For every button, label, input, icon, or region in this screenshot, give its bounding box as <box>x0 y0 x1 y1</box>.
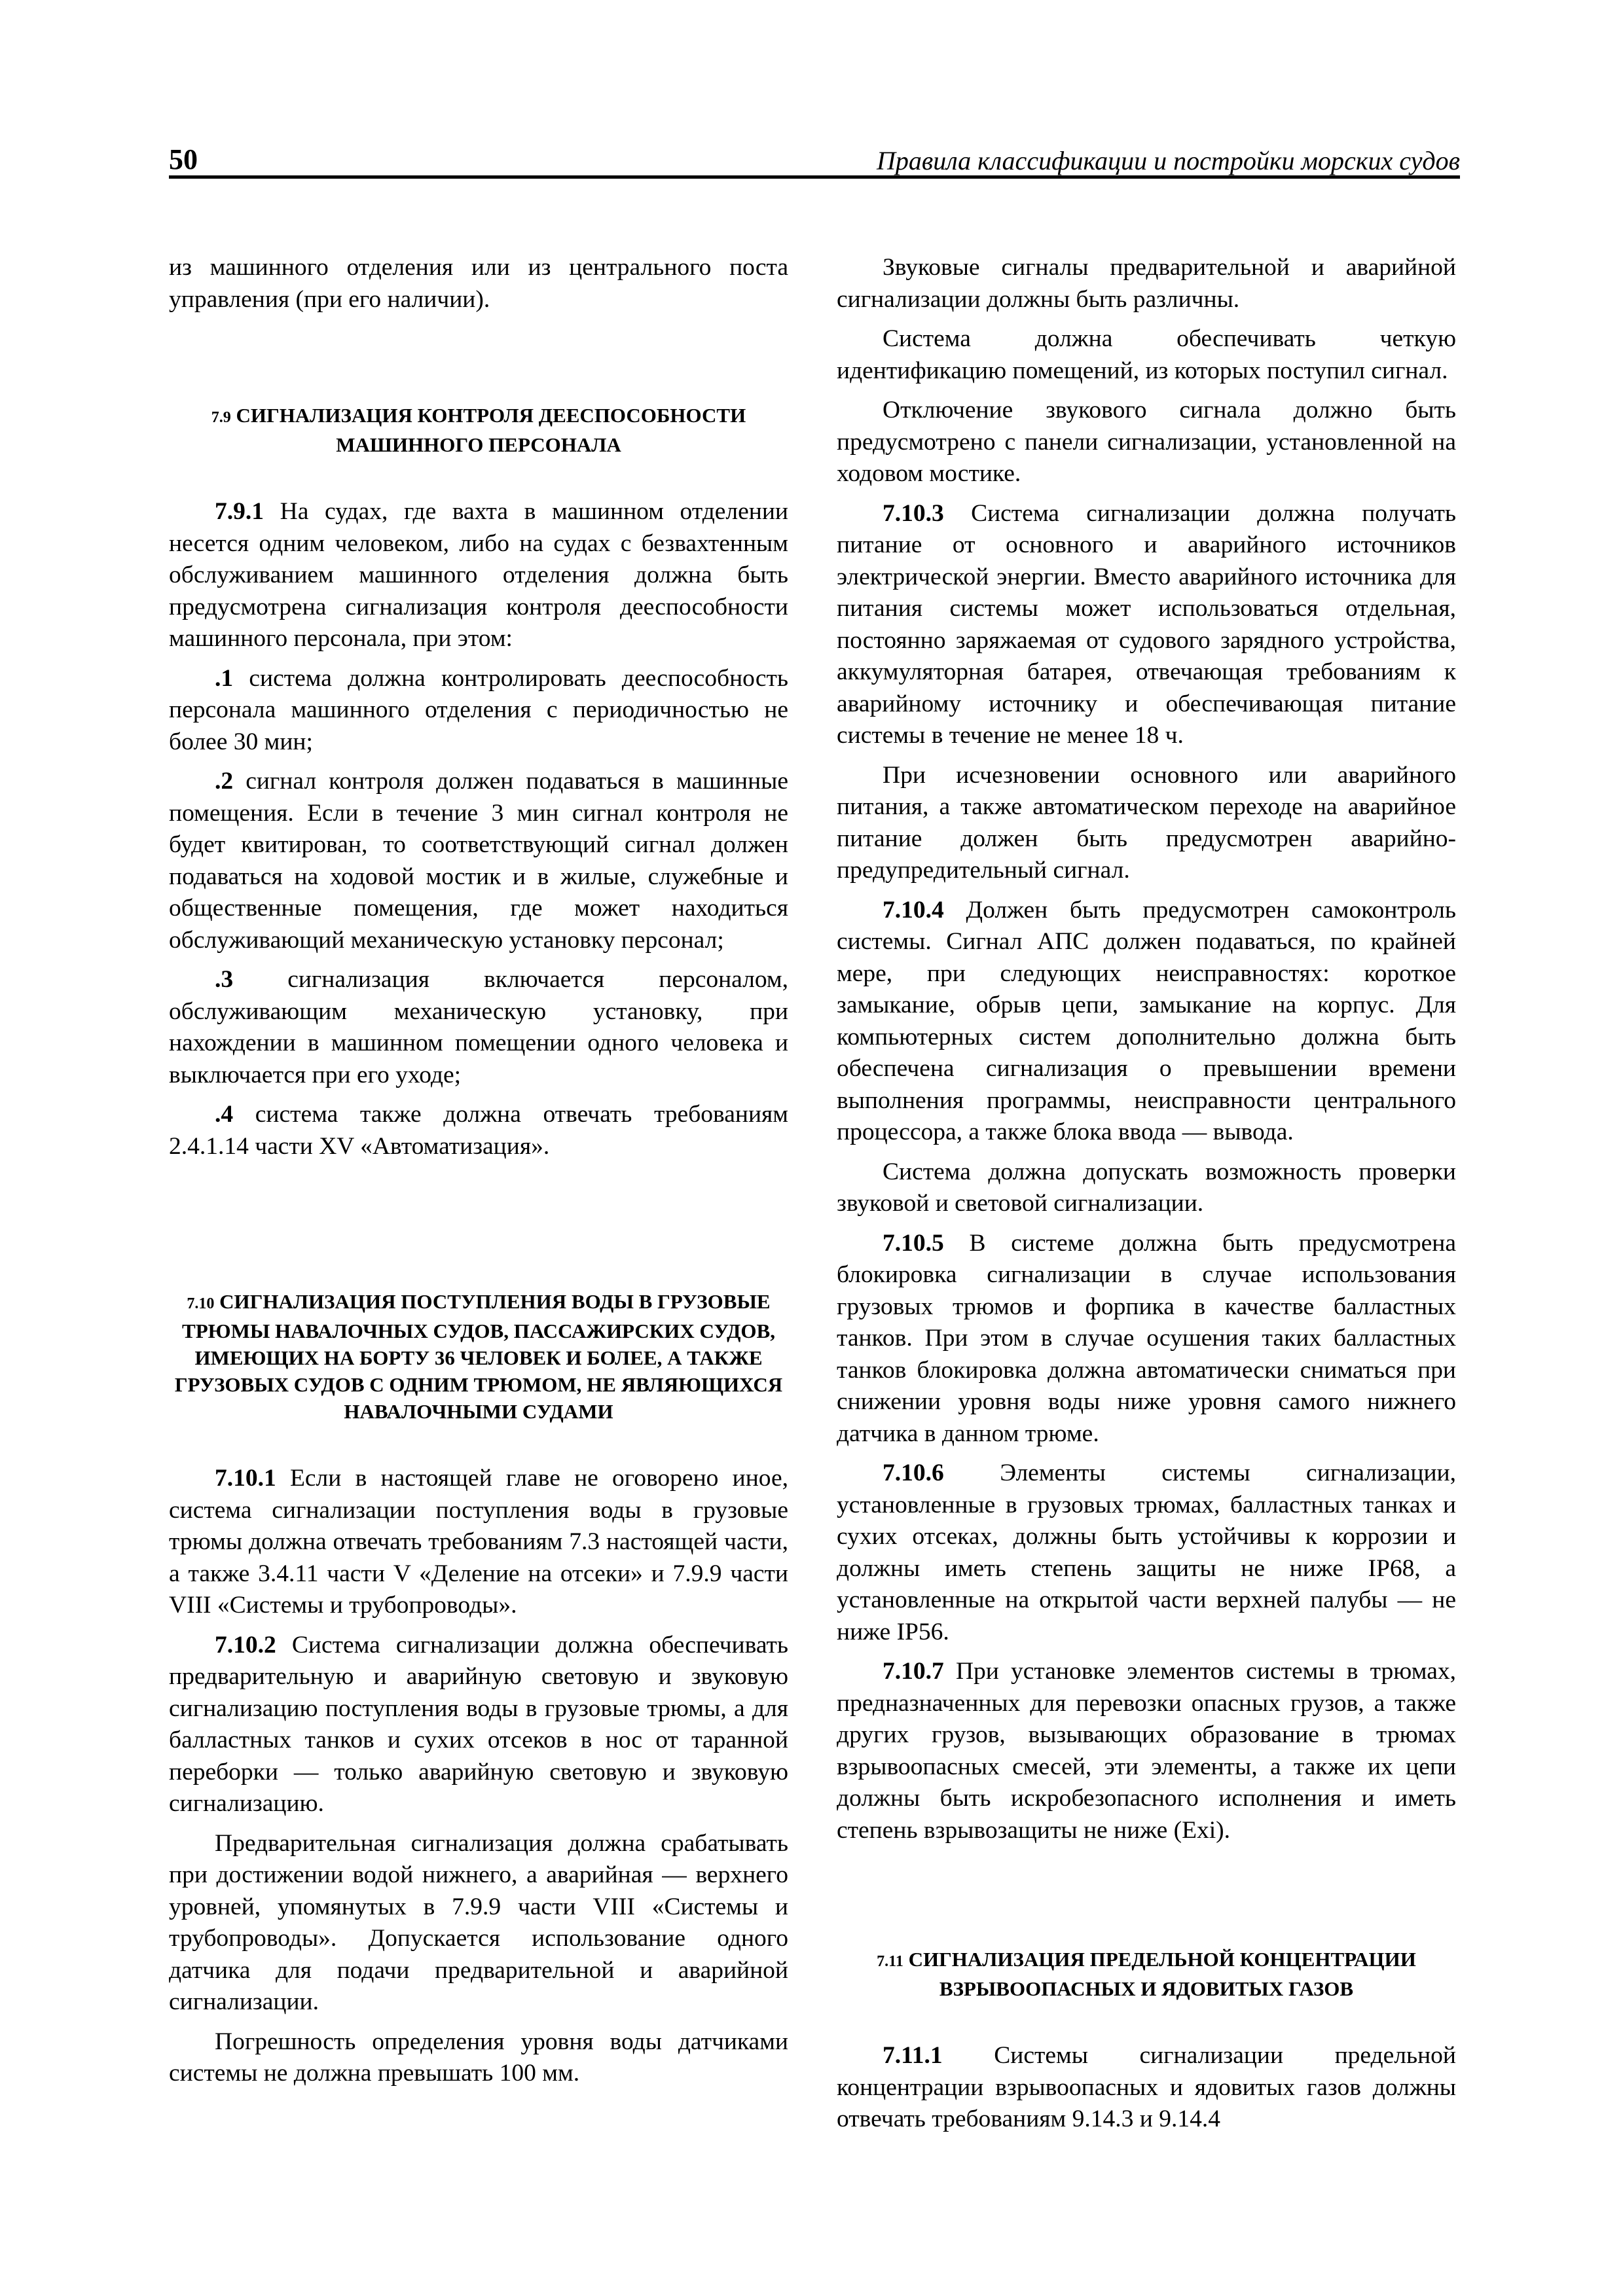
clause-text: Система сигнализации должна обеспечивать предварительную и аварийную световую и звуковую сигнализацию поступления воды в грузовые трюмы, а для балластных танков и сухих отсеков в нос от таранной переборки — только аварийную световую и звуковую сигнализацию. <box>169 1631 788 1817</box>
paragraph-preliminary: Предварительная сигнализация должна срабатывать при достижении водой нижнего, а аварийная — верхнего уровней, упомянутых в 7.9.9 части VIII «Системы и трубопроводы». Допускается использование одного датчика для подачи предварительной и аварийной сигнализации. <box>169 1829 788 2015</box>
clause-number: 7.9.1 <box>215 498 264 525</box>
clause-number: 7.10.2 <box>215 1631 276 1659</box>
paragraph-error: Погрешность определения уровня воды датчиками системы не должна превышать 100 мм. <box>169 2028 788 2087</box>
section-title: СИГНАЛИЗАЦИЯ ПРЕДЕЛЬНОЙ КОНЦЕНТРАЦИИ ВЗРЫВООПАСНЫХ И ЯДОВИТЫХ ГАЗОВ <box>908 1948 1416 2000</box>
paragraph-7-10-4 <box>837 895 1456 1149</box>
section-number: 7.11 <box>877 1953 903 1970</box>
clause-number: 7.10.1 <box>215 1465 276 1492</box>
section-heading-7-10 <box>169 1288 788 1425</box>
clause-number: 7.10.6 <box>883 1460 944 1486</box>
item-number: .1 <box>215 664 234 692</box>
clause-text: Системы сигнализации предельной концентрации взрывоопасных и ядовитых газов должны отвечать требованиям 9.14.3 и 9.14.4 <box>837 2042 1456 2132</box>
clause-text: Элементы системы сигнализации, установленные в грузовых трюмах, балластных танках и сухих отсеках, должны быть устойчивы к коррозии и должны иметь степень защиты не ниже IP68, а установленные на открытой части верхней палубы — не ниже IP56. <box>837 1460 1457 1645</box>
section-number: 7.10 <box>187 1295 215 1312</box>
paragraph-7-10-6 <box>837 1458 1456 1648</box>
paragraph-sound: Звуковые сигналы предварительной и аварийной сигнализации должны быть различны. <box>837 254 1456 313</box>
item-text: система также должна отвечать требованиям 2.4.1.14 части XV «Автоматизация». <box>169 1101 788 1160</box>
clause-number: 7.11.1 <box>883 2042 943 2069</box>
list-item-1 <box>169 663 788 759</box>
item-number: .3 <box>215 966 234 993</box>
clause-text: Если в настоящей главе не оговорено иное, система сигнализации поступления воды в грузовые трюмы должна отвечать требованиям 7.3 настоящей части, а также 3.4.11 части V «Деление на отсеки» и 7.9.9 части VIII «Системы и трубопроводы». <box>169 1465 788 1619</box>
list-item-2 <box>169 766 788 956</box>
paragraph-continuation: из машинного отделения или из центрального поста управления (при его наличии). <box>169 254 788 313</box>
clause-number: 7.10.4 <box>883 896 944 924</box>
section-number: 7.9 <box>211 409 231 426</box>
paragraph-7-10-5 <box>837 1228 1456 1450</box>
left-column <box>169 252 788 2098</box>
running-title: Правила классификации и постройки морских судов <box>876 146 1460 175</box>
item-text: сигнализация включается персоналом, обслуживающим механическую установку, при нахождении в машинном помещении одного человека и выключается при его уходе; <box>169 966 788 1088</box>
section-title: СИГНАЛИЗАЦИЯ КОНТРОЛЯ ДЕЕСПОСОБНОСТИ МАШИННОГО ПЕРСОНАЛА <box>236 404 746 456</box>
clause-text: При установке элементов системы в трюмах, предназначенных для перевозки опасных грузов, а также других грузов, вызывающих образование в трюмах взрывоопасных смесей, эти элементы, а также их цепи должны быть искробезопасного исполнения и иметь степень взрывозащиты не ниже (Exi). <box>837 1658 1457 1844</box>
page-number: 50 <box>169 143 198 175</box>
paragraph-power-loss: При исчезновении основного или аварийного питания, а также автоматическом переходе на аварийное питание должен быть предусмотрен аварийно-предупредительный сигнал. <box>837 761 1456 884</box>
item-number: .4 <box>215 1101 234 1128</box>
clause-number: 7.10.5 <box>883 1229 944 1257</box>
paragraph-identification: Система должна обеспечивать четкую идентификацию помещений, из которых поступил сигнал. <box>837 325 1456 384</box>
right-column <box>837 252 1456 2144</box>
item-text: сигнал контроля должен подаваться в машинные помещения. Если в течение 3 мин сигнал контроля не будет квитирован, то соответствующий сигнал должен подаваться на ходовой мостик и в жилые, служебные и общественные помещения, где может находиться обслуживающий механическую установку персонал; <box>169 768 789 954</box>
clause-text: В системе должна быть предусмотрена блокировка сигнализации в случае использования грузовых трюмов и форпика в качестве балластных танков. При этом в случае осушения таких балластных танков блокировка должна автоматически сниматься при снижении уровня воды ниже уровня самого нижнего датчика в данном трюме. <box>837 1229 1457 1447</box>
paragraph-7-10-3 <box>837 498 1456 752</box>
clause-number: 7.10.3 <box>883 499 944 527</box>
paragraph-7-10-1 <box>169 1463 788 1622</box>
paragraph-check: Система должна допускать возможность проверки звуковой и световой сигнализации. <box>837 1158 1456 1217</box>
section-heading-7-9 <box>169 402 788 458</box>
paragraph-7-10-7 <box>837 1656 1456 1846</box>
paragraph-7-9-1 <box>169 496 788 655</box>
paragraph-7-11-1 <box>837 2040 1456 2136</box>
paragraph-switch-off: Отключение звукового сигнала должно быть предусмотрено с панели сигнализации, установленной на ходовом мостике. <box>837 397 1456 487</box>
clause-text: Должен быть предусмотрен самоконтроль системы. Сигнал АПС должен подаваться, по крайней мере, при следующих неисправностях: короткое замыкание, обрыв цепи, замыкание на корпус. Для компьютерных систем дополнительно должна быть обеспечена сигнализация о превышении времени выполнения программы, неисправности центрального процессора, а также блока ввода — вывода. <box>837 896 1456 1145</box>
list-item-4 <box>169 1099 788 1162</box>
page-header <box>169 143 1460 179</box>
section-title: СИГНАЛИЗАЦИЯ ПОСТУПЛЕНИЯ ВОДЫ В ГРУЗОВЫЕ ТРЮМЫ НАВАЛОЧНЫХ СУДОВ, ПАССАЖИРСКИХ СУДОВ, ИМЕЮЩИХ НА БОРТУ 36 ЧЕЛОВЕК И БОЛЕЕ, А ТАКЖЕ ГРУЗОВЫХ СУДОВ С ОДНИМ ТРЮМОМ, НЕ ЯВЛЯЮЩИХСЯ НАВАЛОЧНЫМИ СУДАМИ <box>174 1290 783 1423</box>
clause-text: Система сигнализации должна получать питание от основного и аварийного источников электрической энергии. Вместо аварийного источника для питания системы может использоваться отдельная, постоянно заряжаемая от судового зарядного устройства, аккумуляторная батарея, отвечающая требованиям к аварийному источнику и обеспечивающая питание системы в течение не менее 18 ч. <box>837 499 1456 749</box>
item-text: система должна контролировать дееспособность персонала машинного отделения с периодичностью не более 30 мин; <box>169 664 788 755</box>
paragraph-7-10-2 <box>169 1630 788 1820</box>
item-number: .2 <box>215 768 234 795</box>
clause-number: 7.10.7 <box>883 1658 944 1685</box>
section-heading-7-11 <box>837 1946 1456 2002</box>
clause-text: На судах, где вахта в машинном отделении несется одним человеком, либо на судах с безвахтенным обслуживанием машинного отделения должна быть предусмотрена сигнализация контроля дееспособности машинного персонала, при этом: <box>169 498 788 652</box>
header-rule <box>169 175 1460 179</box>
list-item-3 <box>169 964 788 1091</box>
